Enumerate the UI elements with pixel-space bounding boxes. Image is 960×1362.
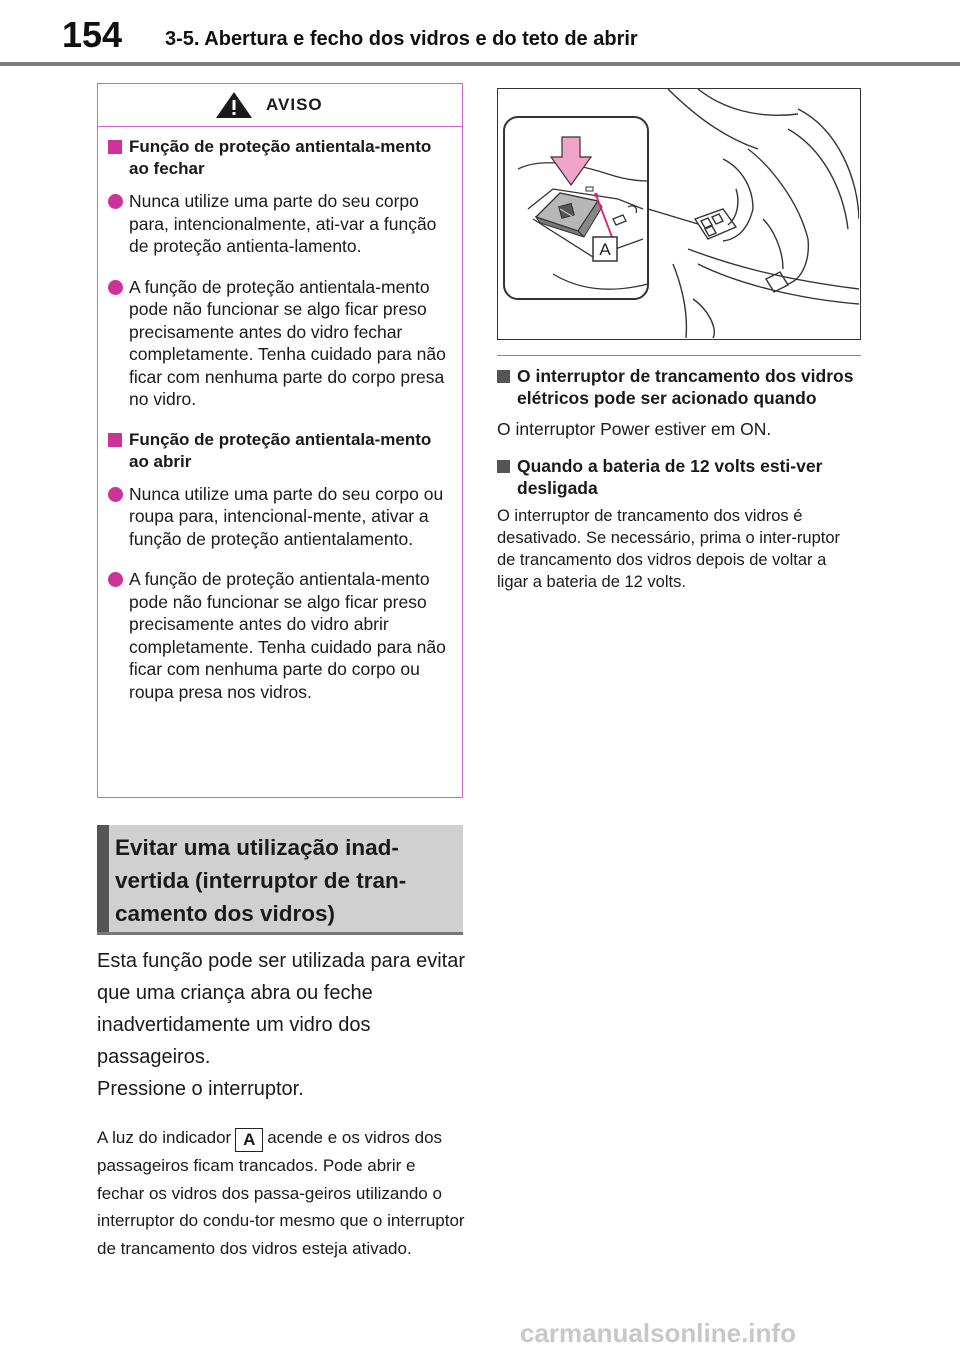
instruction-text: Pressione o interruptor. [97, 1078, 304, 1100]
warning-box [97, 83, 463, 798]
warning-title: AVISO [266, 95, 323, 114]
subheading-text: O interruptor de trancamento dos vidros elétricos pode ser acionado quando [517, 366, 854, 408]
right-subheading [497, 455, 861, 499]
warning-bullet [108, 190, 450, 258]
square-bullet-icon [497, 370, 510, 383]
right-column [497, 365, 861, 593]
page-number: 154 [62, 14, 123, 55]
warning-bullet [108, 483, 450, 551]
right-subheading [497, 365, 861, 409]
section-heading [97, 825, 463, 935]
note-before: A luz do indicador [97, 1128, 232, 1147]
bullet-text: Nunca utilize uma parte do seu corpo ou roupa para, intencional-mente, ativar a função de proteção antientalamento. [129, 483, 444, 549]
round-bullet-icon [108, 487, 123, 502]
page-header [0, 0, 960, 68]
warning-bullet [108, 568, 450, 703]
chapter-title: 3-5. Abertura e fecho dos vidros e do teto de abrir [165, 28, 638, 50]
figure-divider [497, 355, 861, 356]
right-paragraph: O interruptor Power estiver em ON. [497, 419, 772, 439]
round-bullet-icon [108, 280, 123, 295]
subheading-text: Quando a bateria de 12 volts esti-ver desligada [517, 456, 823, 498]
warning-subheading [108, 429, 450, 473]
warning-subheading [108, 136, 450, 180]
bullet-text: Nunca utilize uma parte do seu corpo para, intencionalmente, ati-var a função de proteção antienta-lamento. [129, 191, 437, 256]
section-title: Evitar uma utilização inad-vertida (interruptor de tran-camento dos vidros) [115, 835, 407, 926]
round-bullet-icon [108, 194, 123, 209]
section-bar [97, 825, 109, 932]
warning-triangle-icon [214, 90, 254, 120]
bullet-text: A função de proteção antientala-mento pode não funcionar se algo ficar preso precisamente antes do vidro abrir completamente. Tenha cuidado para não ficar com nenhuma parte do corpo ou roupa presa nos vidros. [129, 569, 446, 702]
watermark: carmanualsonline.info [520, 1318, 796, 1348]
note-paragraph [97, 1124, 467, 1262]
lead-paragraph: Esta função pode ser utilizada para evitar que uma criança abra ou feche inadvertidamente um vidro dos passageiros. [97, 950, 465, 1068]
square-bullet-icon [108, 433, 122, 447]
right-paragraph: O interruptor de trancamento dos vidros é desativado. Se necessário, prima o inter-ruptor de trancamento dos vidros depois de voltar a ligar a bateria de 12 volts. [497, 507, 841, 591]
bullet-text: A função de proteção antientala-mento pode não funcionar se algo ficar preso precisamente antes do vidro fechar completamente. Tenha cuidado para não ficar com nenhuma parte do corpo presa no vidro. [129, 276, 446, 409]
callout-label: A [599, 240, 611, 259]
label-a: A [235, 1128, 263, 1152]
header-rule [0, 62, 960, 66]
warning-header [98, 84, 462, 127]
note-after: acende e os vidros dos passageiros ficam trancados. Pode abrir e fechar os vidros dos passa-geiros utilizando o interruptor do condu-tor mesmo que o interruptor de trancamento dos vidros esteja ativado. [97, 1128, 465, 1258]
square-bullet-icon [108, 140, 122, 154]
subheading-text: Função de proteção antientala-mento ao fechar [129, 137, 432, 178]
round-bullet-icon [108, 572, 123, 587]
window-lock-switch-illustration [497, 88, 861, 340]
subheading-text: Função de proteção antientala-mento ao abrir [129, 429, 432, 471]
illustration-drawing [498, 89, 859, 338]
warning-bullet [108, 276, 450, 411]
square-bullet-icon [497, 460, 510, 473]
